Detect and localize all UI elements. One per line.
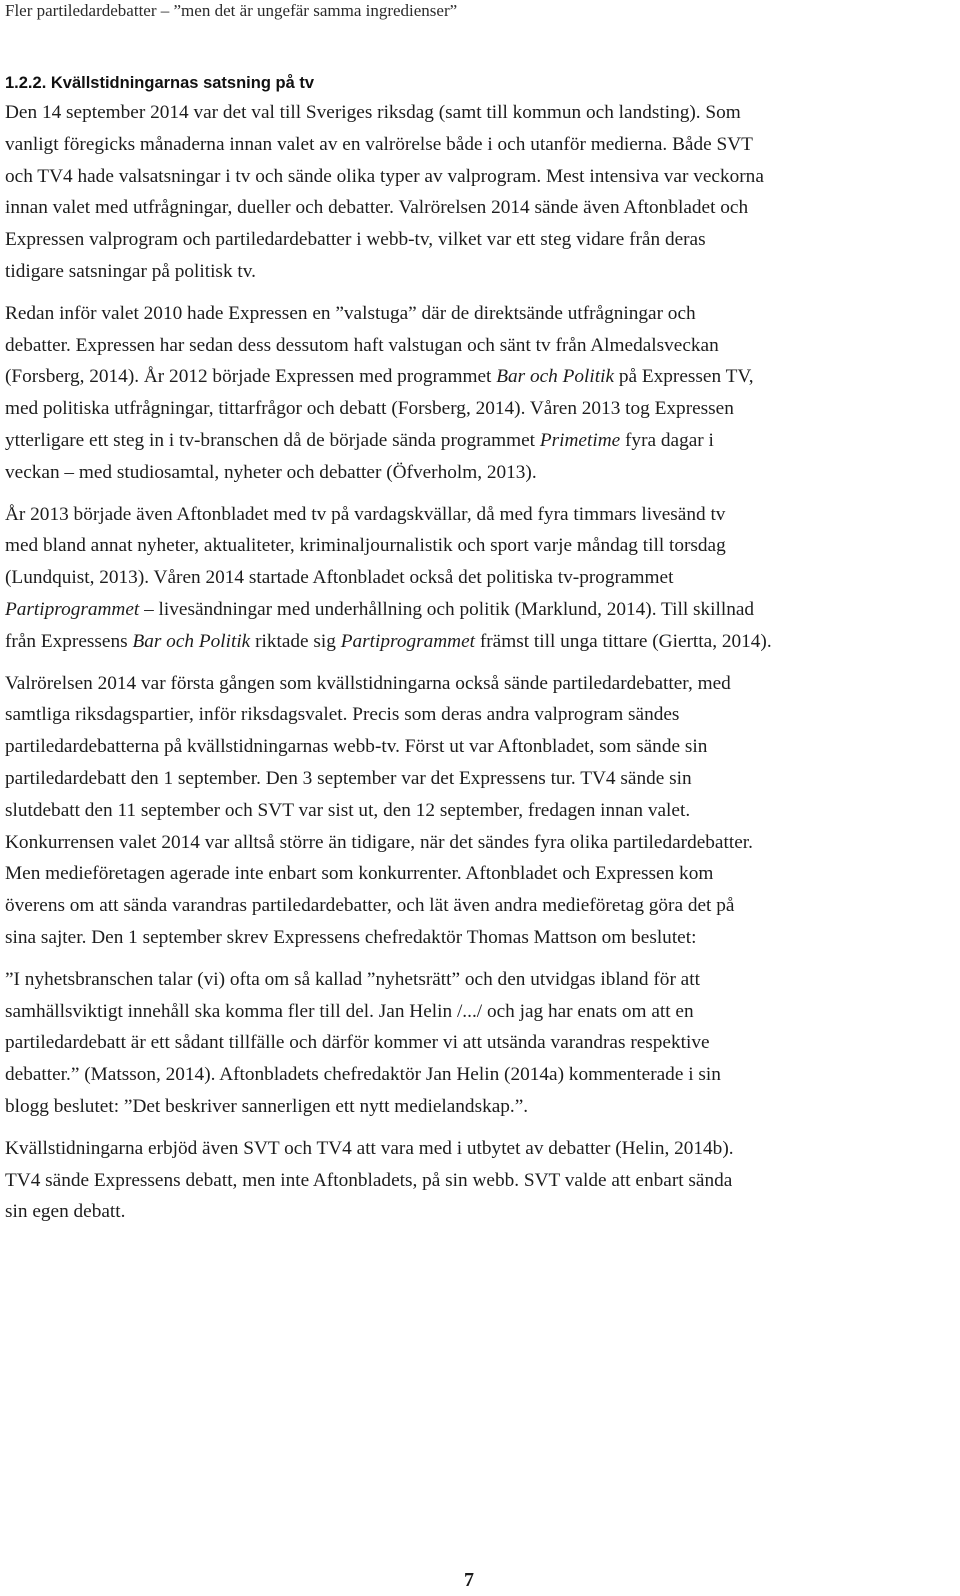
text-run: på Expressen TV, — [614, 366, 754, 388]
text-run: partiledardebatt är ett sådant tillfälle och därför kommer vi att utsända varandras respektive — [5, 1032, 710, 1054]
text-run: Men medieföretagen agerade inte enbart som konkurrenter. Aftonbladet och Expressen kom — [5, 863, 714, 885]
paragraph-line — [5, 192, 950, 224]
text-run: ytterligare ett steg in i tv-branschen då de började sända programmet — [5, 429, 540, 451]
text-run: Den 14 september 2014 var det val till Sveriges riksdag (samt till kommun och landsting). Som — [5, 102, 741, 123]
text-run: tidigare satsningar på politisk tv. — [5, 260, 256, 282]
paragraph-6 — [5, 1133, 950, 1228]
text-run: innan valet med utfrågningar, dueller och debatter. Valrörelsen 2014 sände även Aftonbladet och — [5, 197, 749, 219]
text-run: samhällsviktigt innehåll ska komma fler till del. Jan Helin /.../ och jag har enats om att en — [5, 1000, 694, 1022]
text-run: samtliga riksdagspartier, inför riksdagsvalet. Precis som deras andra valprogram sändes — [5, 704, 680, 726]
text-run: partiledardebatt den 1 september. Den 3 september var det Expressens tur. TV4 sände sin — [5, 767, 692, 789]
paragraph-1 — [5, 97, 950, 288]
text-run: partiledardebatterna på kvällstidningarnas webb-tv. Först ut var Aftonbladet, som sände sin — [5, 736, 708, 758]
paragraph-line — [5, 97, 950, 129]
paragraph-line — [5, 922, 950, 954]
paragraph-line — [5, 330, 950, 362]
paragraph-line — [5, 224, 950, 256]
text-run: och TV4 hade valsatsningar i tv och sände olika typer av valprogram. Mest intensiva var veckorna — [5, 165, 764, 187]
text-run: År 2013 började även Aftonbladet med tv på vardagskvällar, då med fyra timmars livesänd tv — [5, 503, 726, 525]
paragraph-line — [5, 699, 950, 731]
paragraph-line — [5, 361, 950, 393]
text-run: Redan inför valet 2010 hade Expressen en ”valstuga” där de direktsände utfrågningar och — [5, 302, 696, 324]
paragraph-5 — [5, 964, 950, 1123]
paragraph-line — [5, 795, 950, 827]
text-run: överens om att sända varandras partiledardebatter, och lät även andra medieföretag göra det på — [5, 895, 735, 917]
paragraph-line — [5, 457, 950, 489]
paragraph-line — [5, 256, 950, 288]
text-run: sina sajter. Den 1 september skrev Expressens chefredaktör Thomas Mattson om beslutet: — [5, 926, 697, 948]
italic-title: Partiprogrammet — [5, 598, 140, 620]
text-run: veckan – med studiosamtal, nyheter och debatter (Öfverholm, 2013). — [5, 461, 537, 483]
paragraph-line — [5, 129, 950, 161]
text-run: vanligt föregicks månaderna innan valet av en valrörelse både i och utanför medierna. Både SVT — [5, 133, 753, 155]
running-header: Fler partiledardebatter – ”men det är ungefär samma ingredienser” — [5, 1, 458, 20]
paragraph-line — [5, 161, 950, 193]
paragraph-line — [5, 1196, 950, 1228]
paragraph-4 — [5, 668, 950, 954]
paragraph-line — [5, 425, 950, 457]
paragraph-line — [5, 1133, 950, 1165]
paragraph-line — [5, 668, 950, 700]
text-run: Konkurrensen valet 2014 var alltså större än tidigare, när det sändes fyra olika partiledardebatter. — [5, 831, 753, 853]
text-run: från Expressens — [5, 630, 133, 652]
text-run: – livesändningar med underhållning och politik (Marklund, 2014). Till skillnad — [139, 598, 755, 620]
text-run: riktade sig — [250, 630, 341, 652]
text-run: (Lundquist, 2013). Våren 2014 startade Aftonbladet också det politiska tv-programmet — [5, 567, 674, 589]
paragraph-line — [5, 499, 950, 531]
text-run: TV4 sände Expressens debatt, men inte Aftonbladets, på sin webb. SVT valde att enbart sända — [5, 1169, 733, 1191]
italic-title: Bar och Politik — [132, 630, 251, 652]
text-run: slutdebatt den 11 september och SVT var sist ut, den 12 september, fredagen innan valet. — [5, 799, 691, 821]
text-run: debatter. Expressen har sedan dess dessutom haft valstugan och sänt tv från Almedalsveckan — [5, 334, 719, 356]
paragraph-line — [5, 996, 950, 1028]
paragraph-line — [5, 763, 950, 795]
body-text — [5, 97, 950, 1238]
italic-title: Primetime — [539, 429, 621, 451]
paragraph-2 — [5, 298, 950, 489]
paragraph-line — [5, 1027, 950, 1059]
text-run: blogg beslutet: ”Det beskriver sannerligen ett nytt medielandskap.”. — [5, 1095, 529, 1117]
italic-title: Partiprogrammet — [340, 630, 476, 652]
paragraph-line — [5, 594, 950, 626]
paragraph-line — [5, 393, 950, 425]
paragraph-line — [5, 1091, 950, 1123]
text-run: Kvällstidningarna erbjöd även SVT och TV4 att vara med i utbytet av debatter (Helin, 2014b). — [5, 1137, 734, 1159]
paragraph-line — [5, 530, 950, 562]
text-run: fyra dagar i — [620, 429, 714, 451]
paragraph-line — [5, 858, 950, 890]
paragraph-line — [5, 562, 950, 594]
paragraph-line — [5, 1059, 950, 1091]
text-run: debatter.” (Matsson, 2014). Aftonbladets chefredaktör Jan Helin (2014a) kommenterade i sin — [5, 1064, 721, 1086]
paragraph-line — [5, 626, 950, 658]
text-run: med politiska utfrågningar, tittarfrågor och debatt (Forsberg, 2014). Våren 2013 tog Expressen — [5, 398, 734, 420]
text-run: sin egen debatt. — [5, 1201, 126, 1223]
italic-title: Bar och Politik — [496, 366, 615, 388]
section-heading: 1.2.2. Kvällstidningarnas satsning på tv — [5, 74, 315, 92]
paragraph-line — [5, 890, 950, 922]
paragraph-line — [5, 298, 950, 330]
page-number: 7 — [464, 1569, 474, 1591]
paragraph-line — [5, 731, 950, 763]
text-run: främst till unga tittare (Giertta, 2014). — [475, 630, 772, 652]
paragraph-line — [5, 1165, 950, 1197]
paragraph-line — [5, 827, 950, 859]
text-run: med bland annat nyheter, aktualiteter, kriminaljournalistik och sport varje måndag till torsdag — [5, 535, 726, 557]
paragraph-3 — [5, 499, 950, 658]
text-run: ”I nyhetsbranschen talar (vi) ofta om så kallad ”nyhetsrätt” och den utvidgas ibland för att — [5, 968, 700, 990]
paragraph-line — [5, 964, 950, 996]
text-run: Valrörelsen 2014 var första gången som kvällstidningarna också sände partiledardebatter, med — [5, 672, 731, 694]
text-run: (Forsberg, 2014). År 2012 började Expressen med programmet — [5, 366, 497, 388]
text-run: Expressen valprogram och partiledardebatter i webb-tv, vilket var ett steg vidare från deras — [5, 229, 706, 251]
